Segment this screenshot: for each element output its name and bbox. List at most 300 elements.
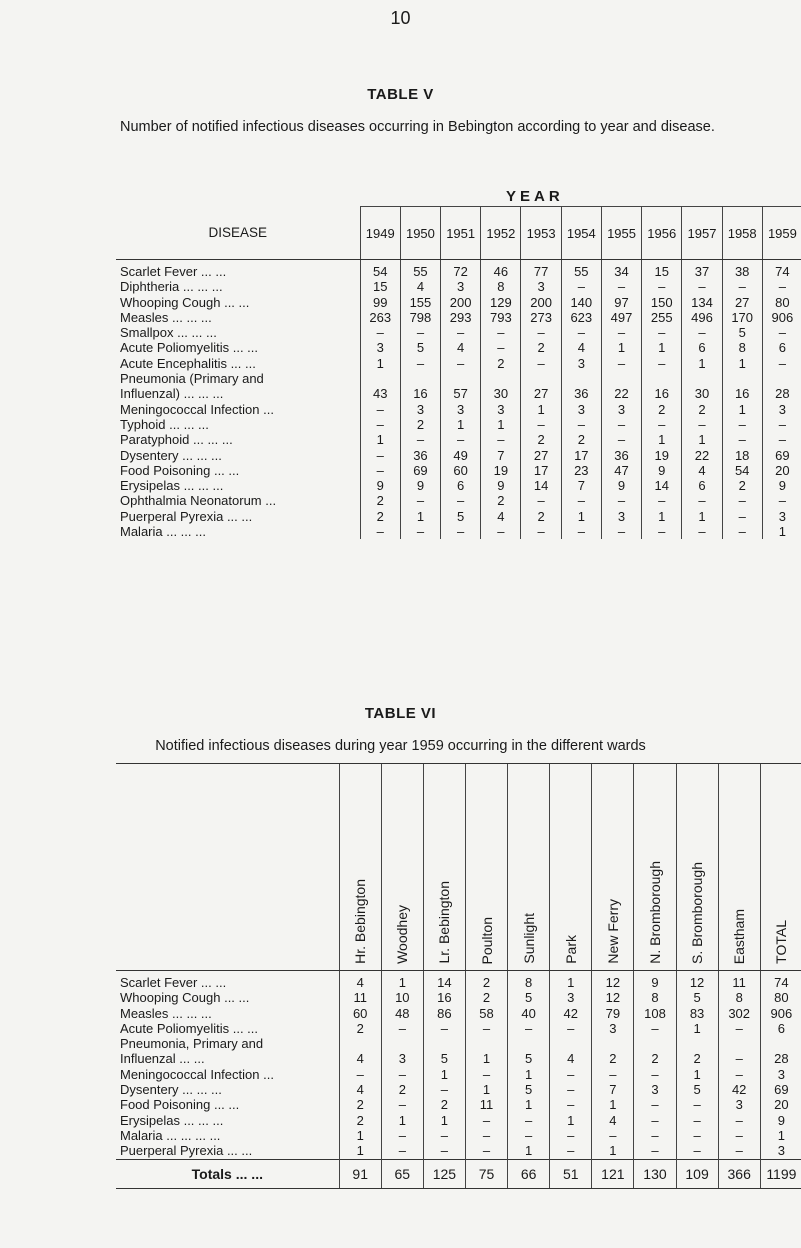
value-cell: 18 (722, 448, 762, 463)
value-cell: 4 (592, 1113, 634, 1128)
value-cell: 5 (676, 1082, 718, 1097)
value-cell: 1 (465, 1082, 507, 1097)
value-cell: – (423, 1143, 465, 1159)
year-header-1954: 1954 (561, 207, 601, 260)
value-cell: – (360, 463, 400, 478)
value-cell: 19 (642, 448, 682, 463)
leader-dots: ... ... (194, 386, 224, 402)
value-cell: 7 (592, 1082, 634, 1097)
value-cell: 16 (400, 371, 440, 402)
value-cell: – (521, 493, 561, 508)
value-cell: 5 (508, 990, 550, 1005)
value-cell: 22 (601, 371, 641, 402)
totals-label: Totals (191, 1165, 232, 1182)
value-cell: 1 (592, 1097, 634, 1112)
value-cell: – (521, 356, 561, 371)
disease-name (116, 1143, 339, 1159)
table-row (116, 295, 801, 310)
table-row (116, 432, 801, 447)
disease-name (116, 356, 360, 371)
value-cell: 9 (601, 478, 641, 493)
value-cell: 99 (360, 295, 400, 310)
leader-dots: ... ... ... (168, 1005, 212, 1021)
value-cell: 2 (360, 493, 400, 508)
value-cell: – (360, 448, 400, 463)
value-cell: – (634, 1067, 676, 1082)
disease-name-text: Whooping Cough (120, 294, 221, 310)
table-row (116, 417, 801, 432)
ward-header (718, 764, 760, 971)
value-cell: 20 (760, 1097, 801, 1112)
value-cell: – (550, 1067, 592, 1082)
value-cell: 14 (521, 478, 561, 493)
value-cell: 1 (550, 1113, 592, 1128)
value-cell: – (508, 1113, 550, 1128)
value-cell: – (465, 1128, 507, 1143)
value-cell: 200 (441, 295, 481, 310)
value-cell: 1 (423, 1113, 465, 1128)
value-cell: – (718, 1128, 760, 1143)
value-cell: 8 (481, 279, 521, 294)
leader-dots: ... ... (229, 340, 259, 356)
value-cell: – (508, 1128, 550, 1143)
ward-header (465, 764, 507, 971)
value-cell: 1 (601, 340, 641, 355)
value-cell: 302 (718, 1006, 760, 1021)
disease-name (116, 448, 360, 463)
ward-header (760, 764, 801, 971)
table-row (116, 971, 801, 991)
disease-name (116, 509, 360, 524)
value-cell: 79 (592, 1006, 634, 1021)
value-cell: 80 (760, 990, 801, 1005)
value-cell: 16 (642, 371, 682, 402)
leader-dots: ... (259, 401, 274, 417)
value-cell: – (550, 1082, 592, 1097)
value-cell: 69 (760, 1082, 801, 1097)
value-cell: – (682, 279, 722, 294)
value-cell: – (634, 1021, 676, 1036)
value-cell: 2 (682, 402, 722, 417)
value-cell: 793 (481, 310, 521, 325)
value-cell: 9 (642, 463, 682, 478)
table-row (116, 371, 801, 402)
value-cell: 12 (592, 990, 634, 1005)
value-cell: – (676, 1143, 718, 1159)
value-cell: 1 (481, 417, 521, 432)
value-cell: 74 (762, 260, 801, 280)
value-cell: 1 (762, 524, 801, 539)
value-cell: – (481, 432, 521, 447)
disease-name-text: Malaria ... (120, 1127, 178, 1143)
leader-dots: ... ... ... (179, 478, 224, 494)
disease-name (116, 524, 360, 539)
ward-header-label: S. Bromborough (689, 862, 706, 964)
value-cell: 69 (400, 463, 440, 478)
value-cell: 36 (601, 448, 641, 463)
value-cell: 40 (508, 1006, 550, 1021)
value-cell: 2 (339, 1113, 381, 1128)
ward-header (423, 764, 465, 971)
value-cell: – (561, 325, 601, 340)
value-cell: – (381, 1021, 423, 1036)
disease-name-text: Food Poisoning (120, 1097, 211, 1113)
table-row (116, 1021, 801, 1036)
value-cell: 2 (521, 509, 561, 524)
disease-name (116, 1113, 339, 1128)
value-cell: – (642, 356, 682, 371)
totals-value-cell: 366 (718, 1159, 760, 1188)
disease-name (116, 279, 360, 294)
value-cell: – (400, 325, 440, 340)
table-row (116, 478, 801, 493)
totals-value-cell: 121 (592, 1159, 634, 1188)
leader-dots: ... ... (229, 1020, 259, 1036)
value-cell: – (601, 356, 641, 371)
value-cell: – (762, 417, 801, 432)
value-cell: – (381, 1128, 423, 1143)
value-cell: 3 (634, 1082, 676, 1097)
value-cell: – (550, 1097, 592, 1112)
ward-header-label: TOTAL (773, 920, 790, 964)
year-header: YEAR (506, 188, 564, 205)
value-cell: 11 (339, 990, 381, 1005)
value-cell: 1 (508, 1097, 550, 1112)
disease-name-text: Ophthalmia Neonatorum (120, 493, 262, 509)
value-cell: – (762, 493, 801, 508)
value-cell: 30 (682, 371, 722, 402)
value-cell: 1 (508, 1143, 550, 1159)
value-cell: 1 (682, 356, 722, 371)
value-cell: – (360, 417, 400, 432)
table5-caption: Number of notified infectious diseases occurring in Bebington according to year and disease. (120, 119, 715, 135)
value-cell: 8 (508, 971, 550, 991)
value-cell: 1 (592, 1143, 634, 1159)
value-cell: 3 (400, 402, 440, 417)
value-cell: – (465, 1143, 507, 1159)
value-cell: – (601, 279, 641, 294)
table-row (116, 1143, 801, 1159)
value-cell: – (634, 1128, 676, 1143)
value-cell: 5 (508, 1036, 550, 1067)
value-cell: 134 (682, 295, 722, 310)
value-cell: 150 (642, 295, 682, 310)
value-cell: – (592, 1128, 634, 1143)
disease-name-text: Puerperal Pyrexia (120, 508, 224, 524)
table-row (116, 310, 801, 325)
value-cell: 3 (762, 402, 801, 417)
leader-dots: ... ... (220, 294, 250, 310)
value-cell: 2 (521, 340, 561, 355)
leader-dots: ... ... (197, 264, 227, 279)
disease-name-text: Meningococcal Infection (120, 401, 260, 417)
value-cell: 3 (481, 402, 521, 417)
leader-dots: ... ... ... (178, 1082, 222, 1098)
value-cell: 1 (722, 356, 762, 371)
leader-dots: ... ... (175, 1051, 205, 1067)
value-cell: 170 (722, 310, 762, 325)
value-cell: – (676, 1113, 718, 1128)
value-cell: 4 (550, 1036, 592, 1067)
value-cell: – (718, 1113, 760, 1128)
value-cell: – (481, 524, 521, 539)
value-cell: – (481, 340, 521, 355)
value-cell: – (601, 432, 641, 447)
value-cell: 5 (400, 340, 440, 355)
value-cell: 36 (561, 371, 601, 402)
value-cell: – (634, 1113, 676, 1128)
table-row (116, 463, 801, 478)
value-cell: – (722, 417, 762, 432)
disease-name-line1: Pneumonia (Primary and (120, 371, 264, 387)
leader-dots: ... ... (210, 1097, 240, 1113)
value-cell: 3 (381, 1036, 423, 1067)
value-cell: 3 (521, 279, 561, 294)
value-cell: – (682, 493, 722, 508)
value-cell: 5 (508, 1082, 550, 1097)
value-cell: – (762, 432, 801, 447)
value-cell: 69 (762, 448, 801, 463)
disease-name (116, 260, 360, 280)
value-cell: 17 (561, 448, 601, 463)
disease-name (116, 493, 360, 508)
value-cell: 5 (441, 509, 481, 524)
ward-header-label: New Ferry (604, 899, 621, 964)
disease-name (116, 402, 360, 417)
value-cell: 3 (718, 1097, 760, 1112)
ward-header (339, 764, 381, 971)
value-cell: 2 (339, 1021, 381, 1036)
value-cell: – (676, 1128, 718, 1143)
totals-value-cell: 51 (550, 1159, 592, 1188)
value-cell: – (592, 1067, 634, 1082)
disease-name (116, 295, 360, 310)
disease-name-text: Acute Poliomyelitis (120, 1020, 230, 1036)
table-row (116, 340, 801, 355)
disease-name-text: Scarlet Fever (120, 264, 198, 279)
value-cell: 4 (339, 1036, 381, 1067)
disease-name-text: Acute Poliomyelitis (120, 340, 230, 356)
value-cell: 8 (722, 340, 762, 355)
value-cell: 200 (521, 295, 561, 310)
value-cell: – (682, 524, 722, 539)
value-cell: 496 (682, 310, 722, 325)
value-cell: 2 (634, 1036, 676, 1067)
totals-value-cell: 66 (508, 1159, 550, 1188)
disease-name-text: Meningococcal Infection (120, 1066, 260, 1082)
value-cell: 9 (762, 478, 801, 493)
value-cell: 4 (561, 340, 601, 355)
value-cell: – (642, 417, 682, 432)
value-cell: 1 (360, 432, 400, 447)
disease-name-text: Acute Encephalitis (120, 355, 227, 371)
disease-name-text: Dysentery (120, 447, 179, 463)
value-cell: 1 (441, 417, 481, 432)
leader-dots: ... ... (226, 355, 256, 371)
disease-name (116, 1067, 339, 1082)
disease-name (116, 325, 360, 340)
value-cell: – (722, 493, 762, 508)
value-cell: 1 (676, 1021, 718, 1036)
value-cell: – (561, 417, 601, 432)
year-header-1956: 1956 (642, 207, 682, 260)
value-cell: – (481, 325, 521, 340)
leader-dots: ... ... (220, 990, 250, 1006)
totals-value-cell: 1199 (760, 1159, 801, 1188)
totals-value-cell: 130 (634, 1159, 676, 1188)
table-row (116, 1082, 801, 1097)
value-cell: 497 (601, 310, 641, 325)
table-row (116, 1113, 801, 1128)
table5 (116, 206, 801, 539)
value-cell: 3 (592, 1021, 634, 1036)
table-row (116, 1128, 801, 1143)
value-cell: – (676, 1097, 718, 1112)
value-cell: 293 (441, 310, 481, 325)
value-cell: – (561, 279, 601, 294)
value-cell: 9 (481, 478, 521, 493)
value-cell: 28 (760, 1036, 801, 1067)
value-cell: 27 (521, 448, 561, 463)
value-cell: 1 (381, 971, 423, 991)
value-cell: – (521, 524, 561, 539)
value-cell: – (762, 279, 801, 294)
value-cell: 97 (601, 295, 641, 310)
value-cell: 55 (400, 260, 440, 280)
leader-dots: ... ... ... (165, 416, 209, 432)
value-cell: 1 (423, 1067, 465, 1082)
table-row (116, 279, 801, 294)
value-cell: 6 (441, 478, 481, 493)
disease-name (116, 310, 360, 325)
totals-value-cell: 75 (465, 1159, 507, 1188)
disease-name-text: Dysentery (120, 1082, 179, 1098)
value-cell: – (381, 1143, 423, 1159)
value-cell: 83 (676, 1006, 718, 1021)
disease-name (116, 463, 360, 478)
year-header-1953: 1953 (521, 207, 561, 260)
value-cell: 2 (676, 1036, 718, 1067)
table-row (116, 325, 801, 340)
disease-name (116, 1006, 339, 1021)
value-cell: 2 (360, 509, 400, 524)
table6-corner-cell (116, 764, 339, 971)
page-number: 10 (390, 8, 411, 28)
ward-header (592, 764, 634, 971)
value-cell: 1 (550, 971, 592, 991)
value-cell: 3 (760, 1143, 801, 1159)
value-cell: – (550, 1128, 592, 1143)
value-cell: 2 (561, 432, 601, 447)
value-cell: 3 (561, 356, 601, 371)
value-cell: – (718, 1036, 760, 1067)
totals-label-cell (116, 1159, 339, 1188)
value-cell: – (381, 1097, 423, 1112)
disease-name-line1: Pneumonia, Primary and (120, 1036, 264, 1052)
leader-dots: ... ... ... (178, 447, 222, 463)
value-cell: – (521, 417, 561, 432)
value-cell: – (360, 325, 400, 340)
value-cell: 906 (762, 310, 801, 325)
value-cell: 3 (601, 509, 641, 524)
value-cell: 42 (550, 1006, 592, 1021)
disease-name (116, 1097, 339, 1112)
value-cell: 7 (561, 478, 601, 493)
value-cell: 2 (381, 1082, 423, 1097)
leader-dots: ... (261, 493, 277, 509)
ward-header-label: Hr. Bebington (352, 879, 369, 964)
value-cell: 2 (465, 971, 507, 991)
value-cell: 1 (400, 509, 440, 524)
value-cell: 1 (642, 340, 682, 355)
disease-name (116, 340, 360, 355)
value-cell: 2 (642, 402, 682, 417)
value-cell: 20 (762, 463, 801, 478)
value-cell: 60 (441, 463, 481, 478)
value-cell: – (441, 493, 481, 508)
table-row (116, 1067, 801, 1082)
disease-name-text: Paratyphoid (120, 432, 190, 448)
value-cell: 8 (718, 990, 760, 1005)
value-cell: – (441, 356, 481, 371)
value-cell: 37 (682, 260, 722, 280)
value-cell: – (601, 325, 641, 340)
ward-header-label: Eastham (731, 908, 748, 964)
table-row (116, 524, 801, 539)
value-cell: 58 (465, 1006, 507, 1021)
value-cell: 1 (381, 1113, 423, 1128)
table-row (116, 493, 801, 508)
value-cell: – (634, 1143, 676, 1159)
table-row (116, 1006, 801, 1021)
disease-name-text: Typhoid (120, 416, 166, 432)
value-cell: – (423, 1021, 465, 1036)
leader-dots: ... ... ... (179, 1112, 224, 1128)
leader-dots: ... ... ... (189, 432, 233, 448)
disease-name-text: Puerperal Pyrexia (120, 1143, 224, 1159)
disease-name-text: Diphtheria (120, 279, 180, 295)
value-cell: 54 (360, 260, 400, 280)
value-cell: – (400, 493, 440, 508)
disease-name (116, 371, 360, 402)
value-cell: 3 (762, 509, 801, 524)
value-cell: 2 (339, 1097, 381, 1112)
value-cell: 2 (481, 356, 521, 371)
value-cell: 43 (360, 371, 400, 402)
year-header-1951: 1951 (441, 207, 481, 260)
value-cell: 2 (722, 478, 762, 493)
disease-name-text: Measles (120, 309, 169, 325)
disease-name (116, 1128, 339, 1143)
value-cell: 3 (441, 402, 481, 417)
value-cell: – (441, 524, 481, 539)
value-cell: – (400, 524, 440, 539)
value-cell: – (722, 432, 762, 447)
disease-name-text: Erysipelas (120, 1112, 180, 1128)
value-cell: 1 (360, 356, 400, 371)
value-cell: 27 (521, 371, 561, 402)
value-cell: 80 (762, 295, 801, 310)
value-cell: 5 (423, 1036, 465, 1067)
value-cell: 14 (642, 478, 682, 493)
value-cell: – (550, 1021, 592, 1036)
totals-value-cell: 125 (423, 1159, 465, 1188)
disease-name-text: Whooping Cough (120, 990, 221, 1006)
value-cell: – (561, 493, 601, 508)
value-cell: – (718, 1021, 760, 1036)
value-cell: – (339, 1067, 381, 1082)
value-cell: 1 (561, 509, 601, 524)
